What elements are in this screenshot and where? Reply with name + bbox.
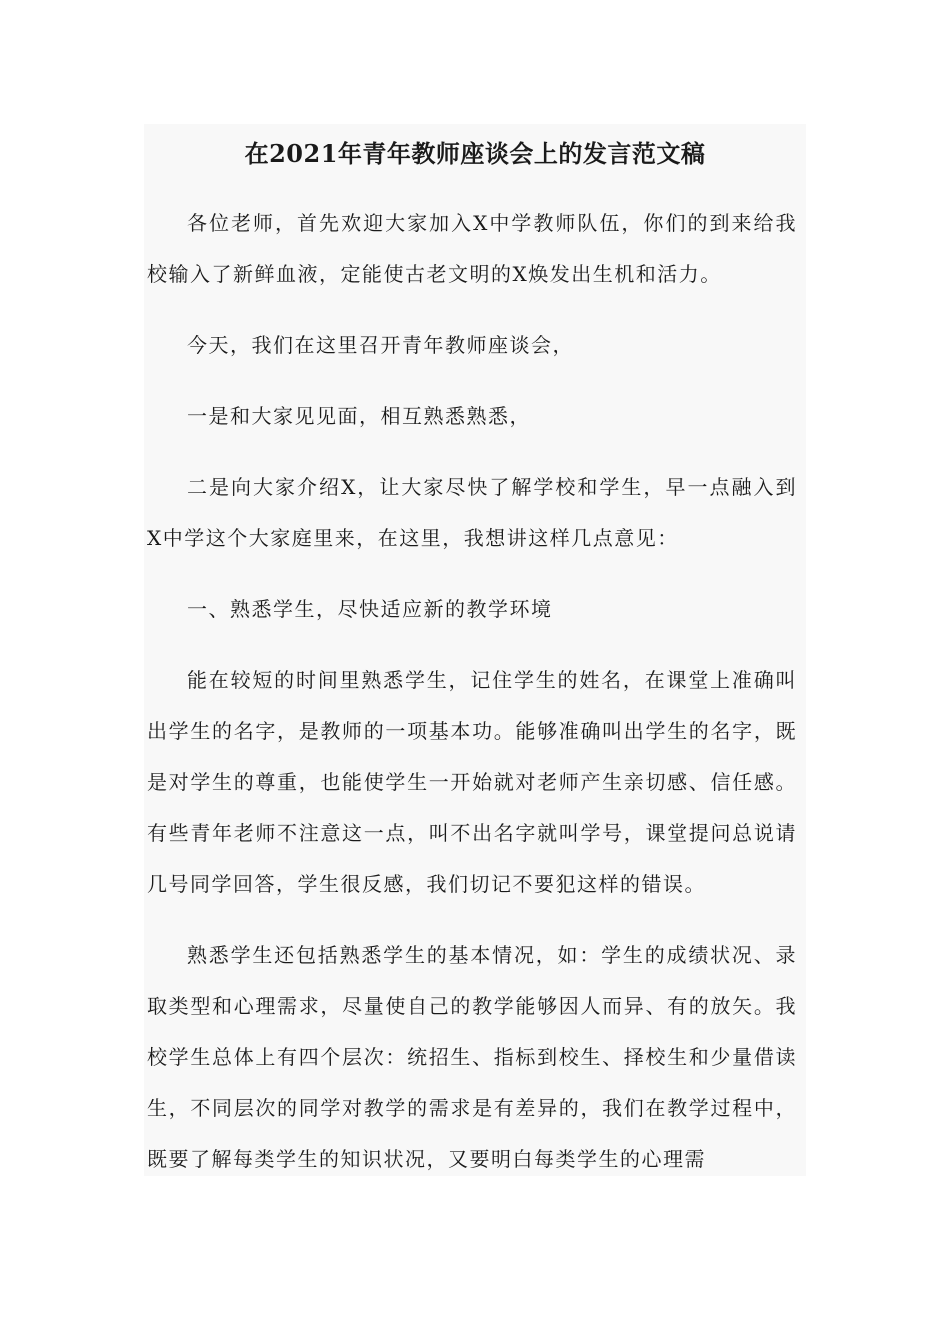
- document-body: [147, 198, 797, 1205]
- paragraph-know-names: 能在较短的时间里熟悉学生，记住学生的姓名，在课堂上准确叫出学生的名字，是教师的一项基本功。能够准确叫出学生的名字，既是对学生的尊重，也能使学生一开始就对老师产生亲切感、信任感。有些青年老师不注意这一点，叫不出名字就叫学号，课堂提问总说请几号同学回答，学生很反感，我们切记不要犯这样的错误。: [147, 668, 797, 896]
- paragraph-intro: 今天，我们在这里召开青年教师座谈会，: [187, 333, 574, 357]
- paragraph-know-situation: 熟悉学生还包括熟悉学生的基本情况，如：学生的成绩状况、录取类型和心理需求，尽量使自己的教学能够因人而异、有的放矢。我校学生总体上有四个层次：统招生、指标到校生、择校生和少量借读生，不同层次的同学对教学的需求是有差异的，我们在教学过程中，既要了解每类学生的知识状况，又要明白每类学生的心理需: [147, 943, 797, 1171]
- paragraph-purpose-one: 一是和大家见见面，相互熟悉熟悉，: [187, 404, 531, 428]
- paragraph-purpose-two: 二是向大家介绍X，让大家尽快了解学校和学生，早一点融入到X中学这个大家庭里来，在这里，我想讲这样几点意见：: [147, 475, 797, 550]
- section-heading-one: 一、熟悉学生，尽快适应新的教学环境: [187, 597, 553, 621]
- document-title: 在2021年青年教师座谈会上的发言范文稿: [244, 139, 706, 168]
- paragraph-greeting: 各位老师，首先欢迎大家加入X中学教师队伍，你们的到来给我校输入了新鲜血液，定能使古老文明的X焕发出生机和活力。: [147, 211, 797, 286]
